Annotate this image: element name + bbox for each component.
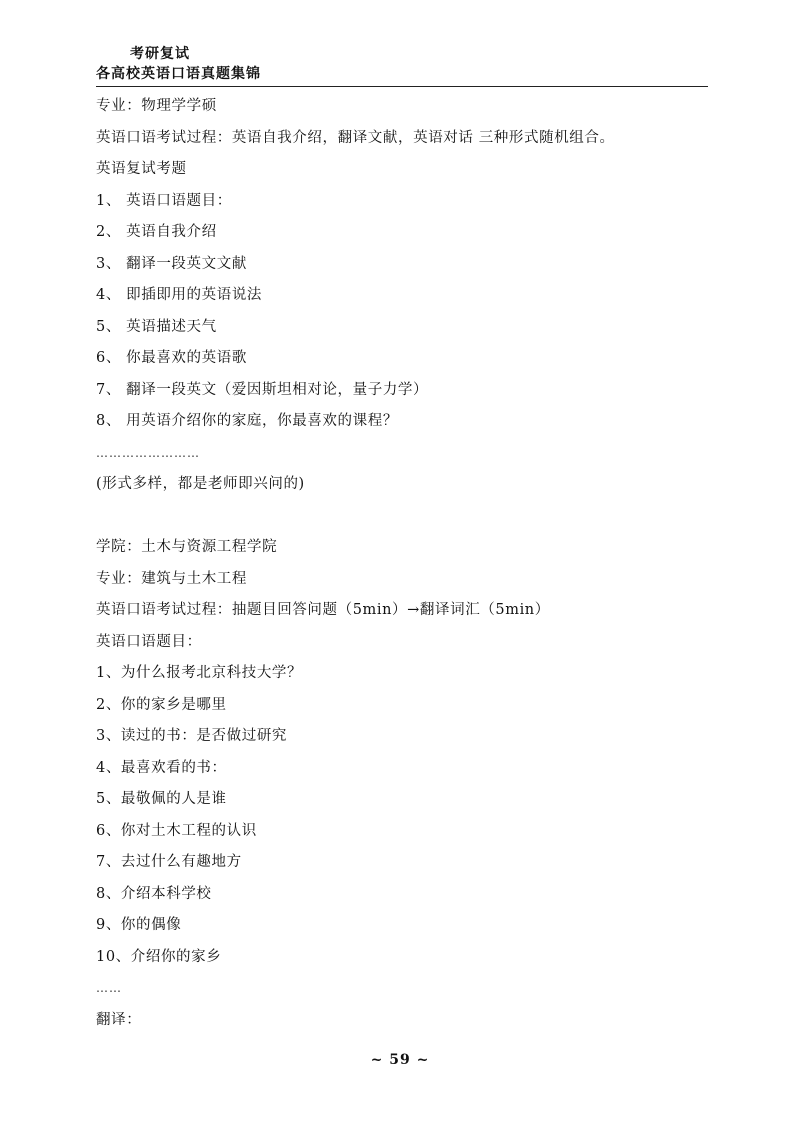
blank-spacer — [96, 501, 716, 533]
translate-label: 翻译： — [96, 1011, 142, 1028]
header-title: 考研复试 — [130, 46, 190, 62]
note-line: (形式多样，都是老师即兴问的) — [96, 476, 305, 492]
list-item: 4、 即插即用的英语说法 — [96, 287, 263, 303]
list-item: 6、 你最喜欢的英语歌 — [96, 350, 247, 366]
list-item: 3、读过的书：是否做过研究 — [96, 728, 288, 744]
school-line: 学院：土木与资源工程学院 — [96, 539, 278, 555]
document-body — [96, 91, 716, 1036]
ellipsis-separator: …………………… — [96, 445, 200, 460]
section-civil-engineering — [96, 532, 716, 1036]
list-item: 2、 英语自我介绍 — [96, 224, 217, 240]
header-subtitle: 各高校英语口语真题集锦 — [96, 66, 261, 82]
list-item: 6、你对土木工程的认识 — [96, 822, 257, 839]
list-item: 2、你的家乡是哪里 — [96, 696, 227, 713]
section-physics — [96, 91, 716, 501]
list-item: 1、为什么报考北京科技大学？ — [96, 665, 303, 681]
section-subtitle: 英语口语题目： — [96, 633, 202, 650]
list-item: 4、最喜欢看的书： — [96, 759, 227, 776]
exam-process-line: 英语口语考试过程：英语自我介绍，翻译文献，英语对话 三种形式随机组合。 — [96, 129, 615, 146]
list-item: 5、最敬佩的人是谁 — [96, 791, 227, 807]
list-item: 3、 翻译一段英文文献 — [96, 255, 247, 272]
list-item: 7、去过什么有趣地方 — [96, 854, 242, 870]
exam-process-line: 英语口语考试过程：抽题目回答问题（5min）→翻译词汇（5min） — [96, 602, 550, 618]
major-line: 专业：物理学学硕 — [96, 98, 217, 114]
list-item: 10、介绍你的家乡 — [96, 948, 222, 965]
list-item: 9、你的偶像 — [96, 917, 182, 933]
list-item: 7、 翻译一段英文（爱因斯坦相对论，量子力学） — [96, 381, 429, 398]
list-item: 8、介绍本科学校 — [96, 885, 212, 902]
ellipsis-separator: …… — [96, 981, 122, 995]
major-line: 专业：建筑与土木工程 — [96, 570, 247, 587]
list-item: 5、 英语描述天气 — [96, 318, 217, 335]
list-item: 8、 用英语介绍你的家庭，你最喜欢的课程？ — [96, 413, 398, 429]
section-subtitle: 英语复试考题 — [96, 161, 187, 177]
page-header — [96, 44, 708, 87]
page-number: ~ 59 ~ — [370, 1052, 430, 1068]
list-item: 1、 英语口语题目： — [96, 192, 232, 209]
